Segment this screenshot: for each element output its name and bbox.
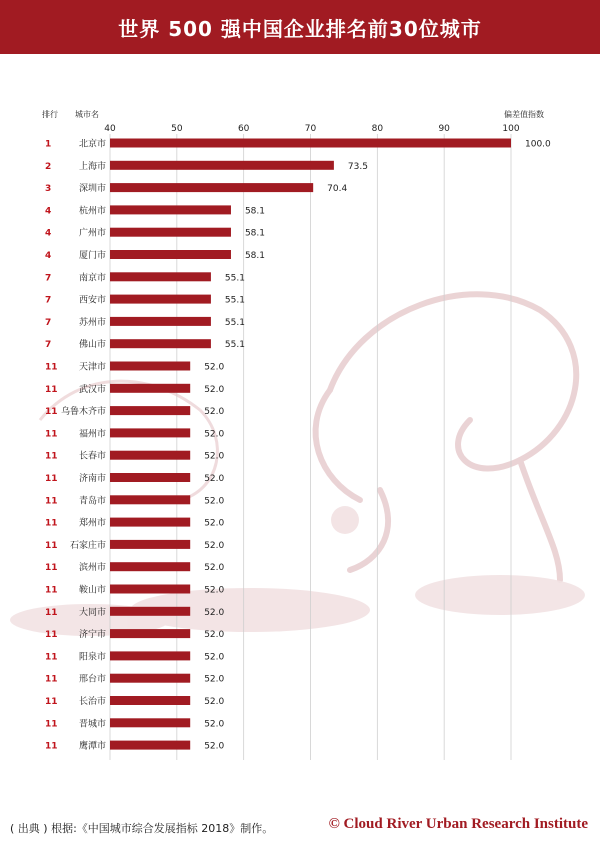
value-label: 52.0	[204, 697, 225, 707]
bar	[110, 384, 190, 393]
city-label: 晋城市	[78, 719, 106, 730]
value-label: 52.0	[204, 563, 225, 574]
chart-row	[45, 182, 347, 194]
value-label: 52.0	[204, 362, 225, 373]
chart-row	[45, 271, 245, 283]
rank-label: 2	[45, 161, 52, 172]
bar	[110, 250, 231, 259]
bar	[110, 205, 231, 214]
rank-label: 11	[45, 474, 58, 484]
bar	[110, 295, 211, 304]
value-label: 55.1	[224, 340, 245, 351]
value-label: 73.5	[347, 161, 368, 172]
chart-row	[45, 561, 225, 573]
rank-label: 11	[45, 384, 58, 395]
bar	[110, 540, 190, 549]
bar	[110, 362, 190, 371]
value-label: 52.0	[204, 407, 225, 418]
x-tick-label: 90	[438, 124, 450, 134]
city-label: 天津市	[78, 362, 106, 373]
bar	[110, 718, 190, 727]
x-tick-label: 70	[304, 124, 317, 134]
city-label: 南京市	[78, 273, 106, 284]
page-title: 世界 500 强中国企业排名前30位城市	[118, 16, 482, 41]
rank-label: 11	[45, 540, 58, 551]
bar	[110, 495, 190, 504]
bar	[110, 696, 190, 705]
chart-row	[45, 628, 225, 640]
bar	[110, 339, 211, 348]
rank-header: 排行	[42, 110, 58, 119]
city-label: 济南市	[78, 474, 106, 484]
chart-row	[45, 249, 265, 261]
chart-row	[45, 338, 245, 350]
bar	[110, 317, 211, 326]
bar	[110, 473, 190, 482]
chart-row	[45, 517, 225, 529]
rank-label: 4	[45, 206, 52, 217]
rank-label: 11	[45, 607, 58, 618]
bar	[110, 406, 190, 415]
rank-label: 1	[45, 139, 52, 150]
chart-row	[45, 472, 225, 484]
rank-label: 11	[45, 652, 58, 663]
city-label: 厦门市	[78, 251, 106, 261]
rank-label: 3	[45, 184, 52, 195]
chart-row	[45, 138, 551, 150]
x-tick-label: 60	[237, 124, 250, 134]
source-note: ( 出典 ) 根据:《中国城市综合发展指标 2018》制作。	[10, 822, 274, 835]
chart-row	[45, 717, 225, 729]
rank-label: 4	[45, 251, 52, 261]
value-label: 52.0	[204, 674, 225, 685]
city-label: 阳泉市	[78, 652, 106, 663]
value-label: 52.0	[204, 652, 225, 663]
chart-row	[45, 539, 225, 551]
value-label: 52.0	[204, 474, 225, 484]
city-label: 郑州市	[78, 518, 106, 529]
value-label: 52.0	[204, 719, 225, 730]
value-label: 58.1	[244, 206, 266, 217]
city-label: 济宁市	[78, 630, 106, 641]
chart-row	[45, 316, 245, 328]
bar	[110, 629, 190, 638]
bar	[110, 183, 313, 192]
city-label: 乌鲁木齐市	[60, 407, 106, 418]
value-label: 58.1	[244, 228, 266, 239]
city-label: 鞍山市	[78, 585, 106, 596]
city-label: 苏州市	[78, 317, 106, 328]
bar	[110, 607, 190, 616]
city-label: 西安市	[78, 295, 106, 306]
bar	[110, 585, 190, 594]
city-label: 石家庄市	[69, 540, 106, 551]
rank-label: 11	[45, 407, 58, 418]
chart-row	[45, 361, 225, 373]
city-label: 长治市	[78, 697, 106, 707]
rank-label: 11	[45, 362, 58, 373]
value-label: 52.0	[204, 607, 225, 618]
bar	[110, 272, 211, 281]
rank-label: 11	[45, 563, 58, 574]
chart-row	[45, 584, 225, 596]
chart-row	[45, 427, 225, 439]
x-tick-label: 100	[502, 124, 520, 134]
value-label: 58.1	[244, 251, 266, 261]
rank-label: 11	[45, 518, 58, 529]
rank-label: 4	[45, 228, 52, 239]
bar-chart	[0, 100, 600, 760]
chart-row	[45, 294, 245, 306]
value-label: 52.0	[204, 384, 225, 395]
bar	[110, 428, 190, 437]
chart-row	[45, 606, 225, 618]
city-label: 邢台市	[78, 674, 106, 685]
rank-label: 11	[45, 674, 58, 685]
value-label: 55.1	[224, 273, 245, 284]
rank-label: 11	[45, 496, 58, 507]
bar	[110, 562, 190, 571]
x-tick-label: 50	[171, 124, 183, 134]
bar	[110, 518, 190, 527]
rank-label: 11	[45, 429, 58, 440]
rank-label: 7	[45, 295, 52, 306]
chart-row	[45, 227, 265, 239]
city-label: 深圳市	[78, 184, 106, 195]
chart-row	[45, 695, 225, 707]
value-label: 52.0	[204, 585, 225, 596]
rank-label: 11	[45, 719, 58, 730]
city-label: 上海市	[78, 161, 106, 172]
chart-row	[45, 740, 225, 752]
value-label: 52.0	[204, 630, 225, 641]
bar	[110, 741, 190, 750]
value-label: 55.1	[224, 317, 245, 328]
city-label: 武汉市	[78, 384, 106, 395]
city-label: 长春市	[78, 451, 106, 462]
bar	[110, 651, 190, 660]
chart-row	[45, 160, 368, 172]
value-label: 52.0	[204, 518, 225, 529]
rank-label: 11	[45, 451, 58, 462]
rank-label: 11	[45, 741, 58, 752]
value-label: 52.0	[204, 451, 225, 462]
city-label: 青岛市	[78, 496, 106, 507]
city-label: 鹰潭市	[78, 741, 106, 752]
bar	[110, 139, 511, 148]
value-label: 70.4	[327, 184, 348, 195]
bar	[110, 228, 231, 237]
rank-label: 11	[45, 630, 58, 641]
city-label: 滨州市	[78, 563, 106, 574]
bar	[110, 451, 190, 460]
city-label: 广州市	[78, 228, 106, 239]
x-tick-label: 80	[371, 124, 384, 134]
city-label: 杭州市	[78, 206, 106, 217]
rank-label: 7	[45, 273, 52, 284]
chart-row	[45, 450, 225, 462]
city-label: 大同市	[78, 607, 106, 618]
value-label: 52.0	[204, 429, 225, 440]
bar	[110, 674, 190, 683]
city-header: 城市名	[75, 110, 99, 119]
x-tick-label: 40	[104, 124, 116, 134]
title-banner	[0, 0, 600, 54]
value-label: 100.0	[525, 139, 551, 150]
chart-row	[45, 383, 225, 395]
value-label: 55.1	[224, 295, 245, 306]
value-label: 52.0	[204, 496, 225, 507]
rank-label: 11	[45, 697, 58, 707]
chart-row	[45, 494, 225, 506]
credit-text: © Cloud River Urban Research Institute	[328, 816, 588, 832]
value-label: 52.0	[204, 540, 225, 551]
city-label: 佛山市	[78, 340, 106, 351]
rank-label: 7	[45, 340, 52, 351]
rank-label: 11	[45, 585, 58, 596]
footer	[0, 812, 600, 842]
city-label: 北京市	[78, 139, 106, 150]
bar	[110, 161, 334, 170]
city-label: 福州市	[78, 429, 106, 440]
value-label: 52.0	[204, 741, 225, 752]
rank-label: 7	[45, 317, 52, 328]
value-header: 偏差值指数	[504, 110, 544, 119]
chart-row	[45, 673, 225, 685]
chart-row	[45, 405, 225, 417]
chart-row	[45, 650, 225, 662]
chart-row	[45, 204, 265, 216]
